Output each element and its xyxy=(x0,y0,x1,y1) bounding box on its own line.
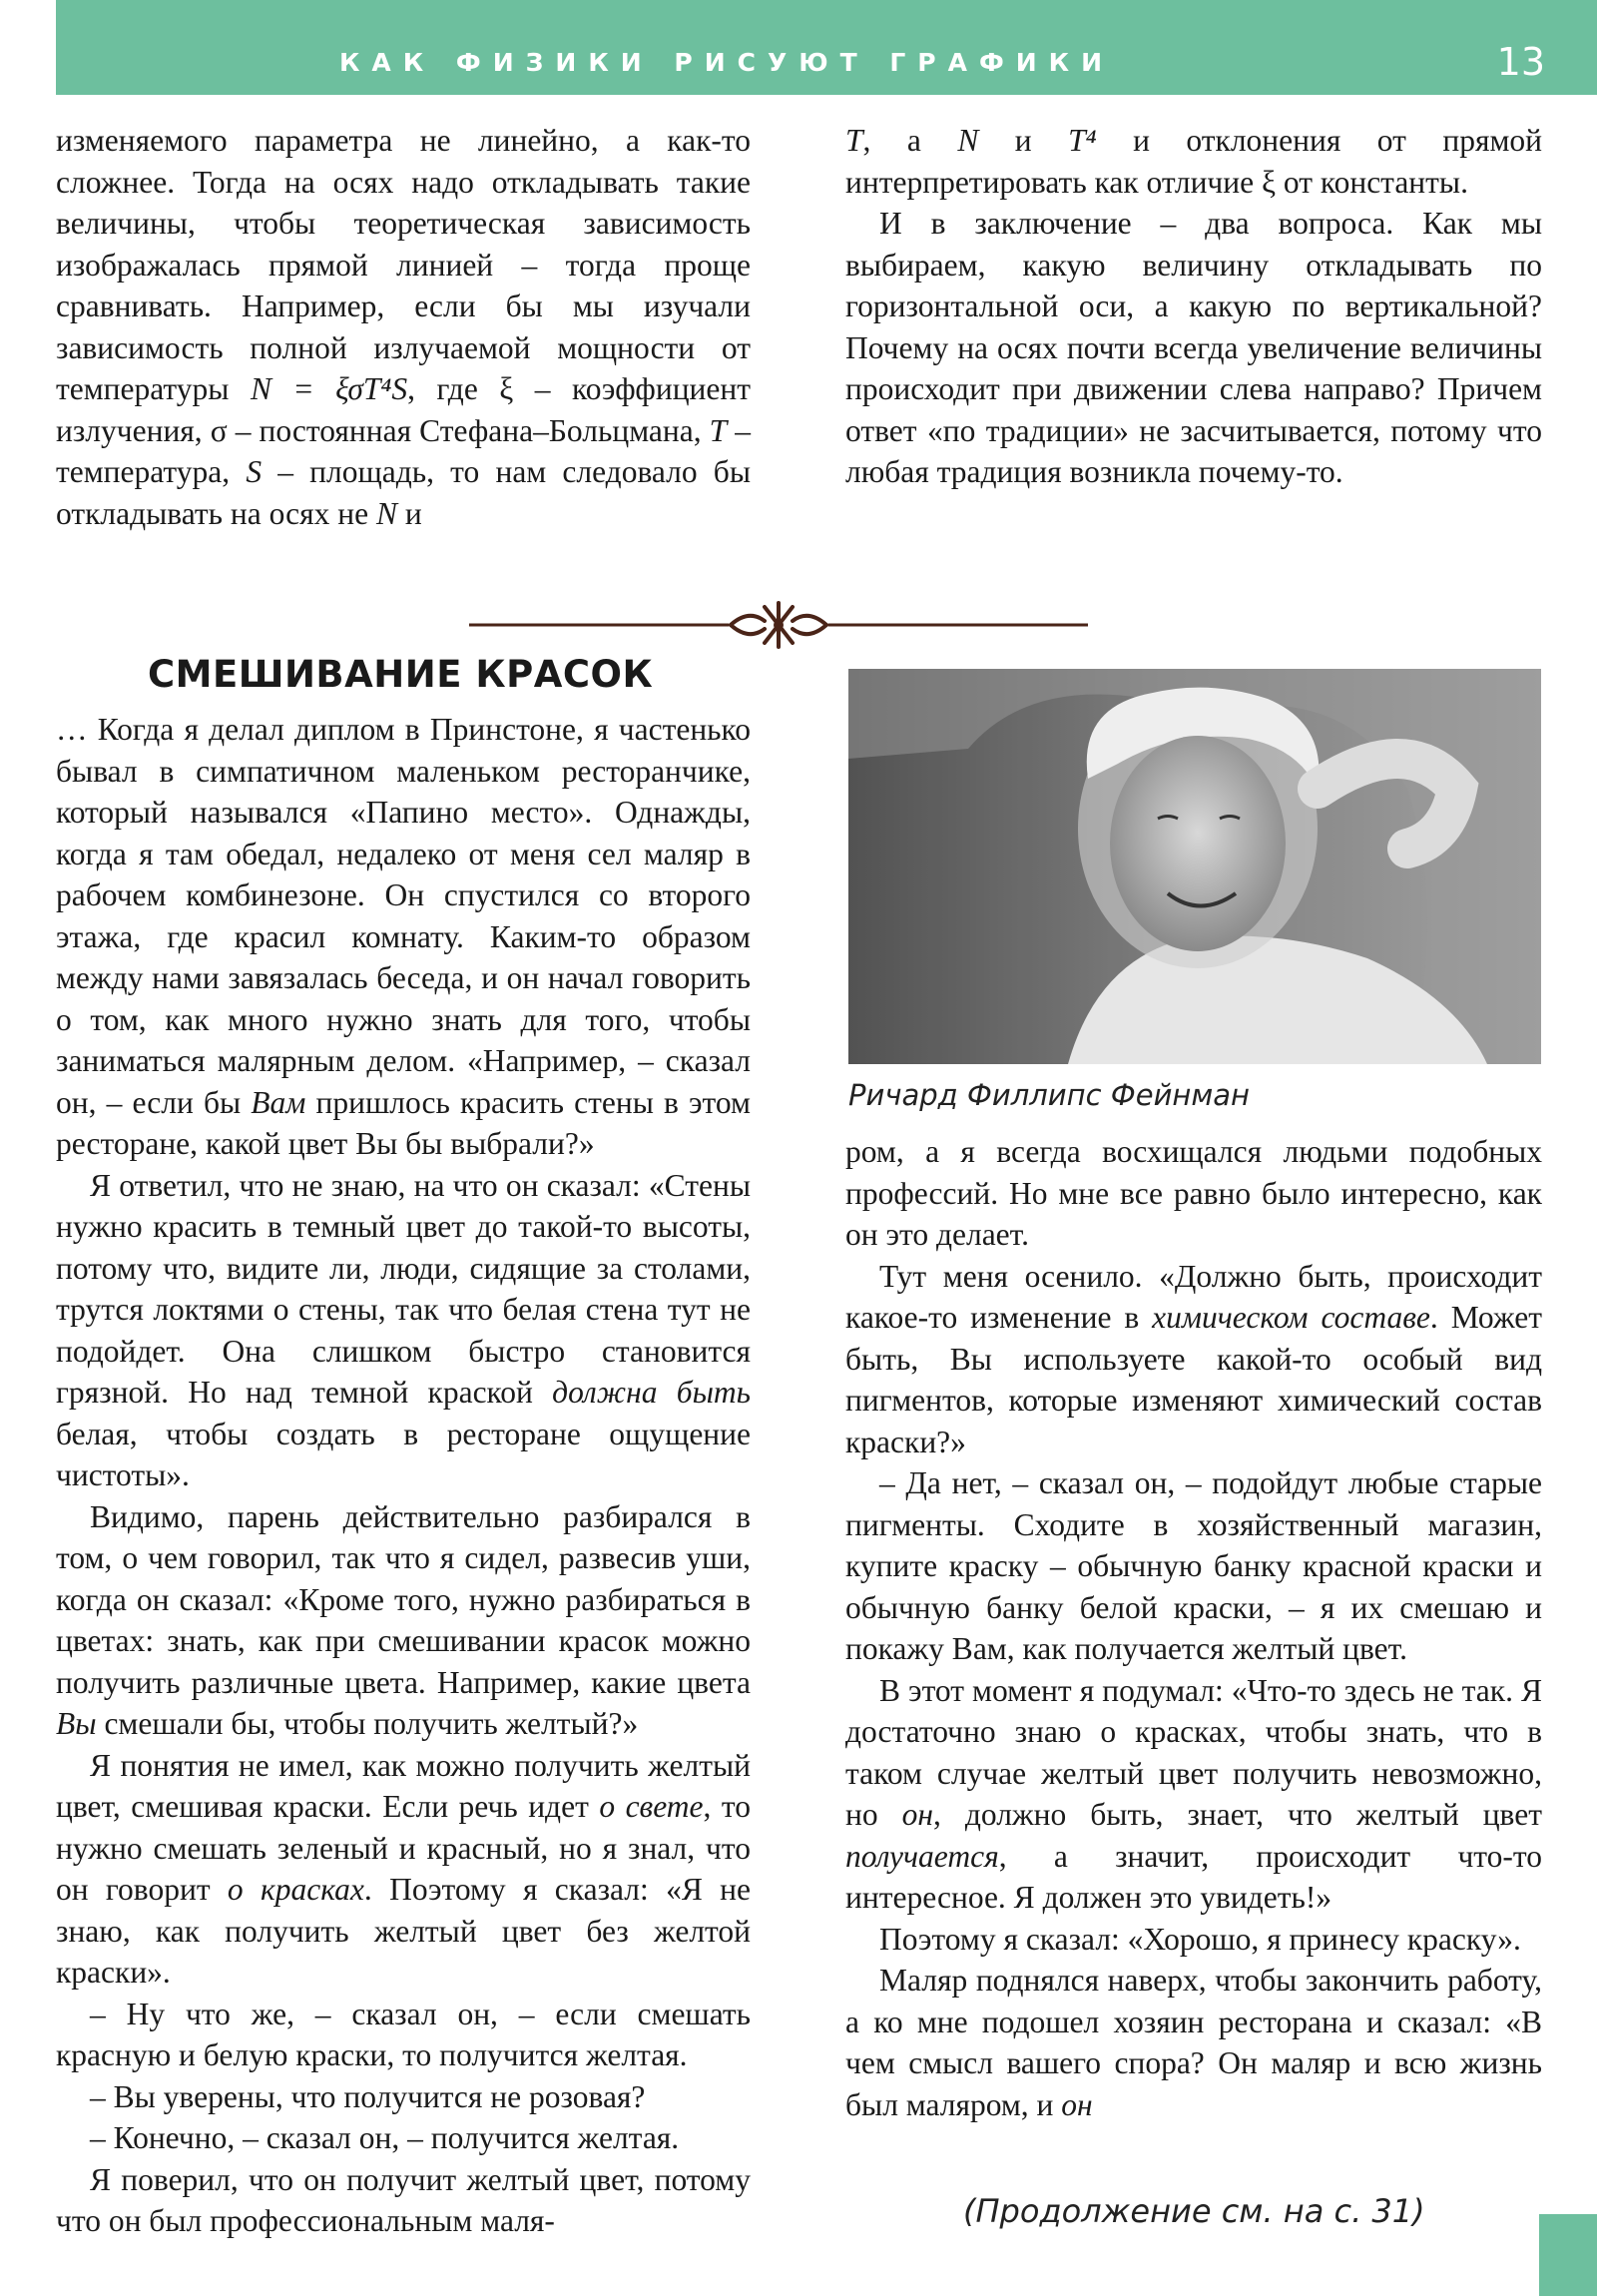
paragraph: И в заключение – два вопроса. Как мы выбираем, какую величину откладывать по горизонтальной оси, а какую по вертикальной? Почему на осях почти всегда увеличение величины происходит при движении слева направо? Причем ответ «по традиции» не засчитывается, потому что любая традиция возникла почему-то. xyxy=(845,206,1542,489)
portrait-photo xyxy=(848,669,1541,1064)
continued-note: (Продолжение см. на с. 31) xyxy=(963,2192,1425,2230)
paragraph: В этот момент я подумал: «Что-то здесь не так. Я достаточно знаю о красках, чтобы знать, что в таком случае желтый цвет получить невозможно, но он, должно быть, знает, что желтый цвет получается, а значит, происходит что-то интересное. Я должен это увидеть!» xyxy=(845,1672,1542,1915)
running-header-title: КАК ФИЗИКИ РИСУЮТ ГРАФИКИ xyxy=(339,48,1115,77)
paragraph: – Ну что же, – сказал он, – если смешать красную и белую краски, то получится желтая. xyxy=(56,1996,751,2072)
paragraph: T, а N и T⁴ и отклонения от прямой интерпретировать как отличие ξ от константы. xyxy=(845,123,1543,200)
paragraph: ром, а я всегда восхищался людьми подобных профессий. Но мне все равно было интересно, как он это делает. xyxy=(845,1134,1542,1252)
section-title: СМЕШИВАНИЕ КРАСОК xyxy=(148,653,654,696)
paragraph: – Вы уверены, что получится не розовая? xyxy=(90,2078,646,2114)
page-number: 13 xyxy=(1496,40,1545,84)
article-left-column xyxy=(56,709,751,2242)
top-left-column xyxy=(56,120,751,534)
top-right-column xyxy=(845,120,1542,493)
ornament-divider-icon xyxy=(469,595,1088,655)
paragraph: Видимо, парень действительно разбирался в том, о чем говорил, так что я сидел, развесив уши, когда он сказал: «Кроме того, нужно разбираться в цветах: знать, как при смешивании красок можно получить различные цвета. Например, какие цвета Вы смешали бы, чтобы получить желтый?» xyxy=(56,1498,751,1741)
article-right-column xyxy=(845,1131,1542,2125)
paragraph: Поэтому я сказал: «Хорошо, я принесу краску». xyxy=(879,1921,1521,1957)
paragraph: Маляр поднялся наверх, чтобы закончить работу, а ко мне подошел хозяин ресторана и сказал: «В чем смысл вашего спора? Он маляр и всю жизнь был маляром, и он xyxy=(845,1963,1542,2122)
paragraph: Я поверил, что он получит желтый цвет, потому что он был профессиональным маля- xyxy=(56,2161,751,2238)
photo-caption: Ричард Филлипс Фейнман xyxy=(848,1078,1250,1112)
corner-accent xyxy=(1539,2214,1597,2296)
paragraph: изменяемого параметра не линейно, а как-то сложнее. Тогда на осях надо откладывать такие величины, чтобы теоретическая зависимость изображалась прямой линией – тогда проще сравнивать. Например, если бы мы изучали зависимость полной излучаемой мощности от температуры N = ξσT⁴S, где ξ – коэффициент излучения, σ – постоянная Стефана–Больцмана, T – температура, S – площадь, то нам следовало бы откладывать на осях не N и xyxy=(56,123,752,531)
paragraph: – Да нет, – сказал он, – подойдут любые старые пигменты. Сходите в хозяйственный магазин, купите краску – обычную банку красной краски и обычную банку белой краски, – я их смешаю и покажу Вам, как получается желтый цвет. xyxy=(845,1465,1542,1666)
paragraph: – Конечно, – сказал он, – получится желтая. xyxy=(90,2120,680,2155)
paragraph: Я ответил, что не знаю, на что он сказал: «Стены нужно красить в темный цвет до такой-то высоты, потому что, видите ли, люди, сидящие за столами, трутся локтями о стены, так что белая стена тут не подойдет. Она слишком быстро становится грязной. Но над темной краской должна быть белая, чтобы создать в ресторане ощущение чистоты». xyxy=(56,1167,752,1492)
paragraph: Я понятия не имел, как можно получить желтый цвет, смешивая краски. Если речь идет о свете, то нужно смешать зеленый и красный, но я знал, что он говорит о красках. Поэтому я сказал: «Я не знаю, как получить желтый цвет без желтой краски». xyxy=(56,1747,751,1990)
formula: N = ξσT⁴S xyxy=(250,371,408,406)
paragraph: Тут меня осенило. «Должно быть, происходит какое-то изменение в химическом составе. Может быть, Вы используете какой-то особый вид пигментов, которые изменяют химический состав краски?» xyxy=(845,1258,1542,1459)
paragraph: … Когда я делал диплом в Принстоне, я частенько бывал в симпатичном маленьком ресторанчике, который назывался «Папино место». Однажды, когда я там обедал, недалеко от меня сел маляр в рабочем комбинезоне. Он спустился со второго этажа, где красил комнату. Каким-то образом между нами завязалась беседа, и он начал говорить о том, как много нужно знать для того, чтобы заниматься малярным делом. «Например, – сказал он, – если бы Вам пришлось красить стены в этом ресторане, какой цвет Вы бы выбрали?» xyxy=(56,712,751,1161)
